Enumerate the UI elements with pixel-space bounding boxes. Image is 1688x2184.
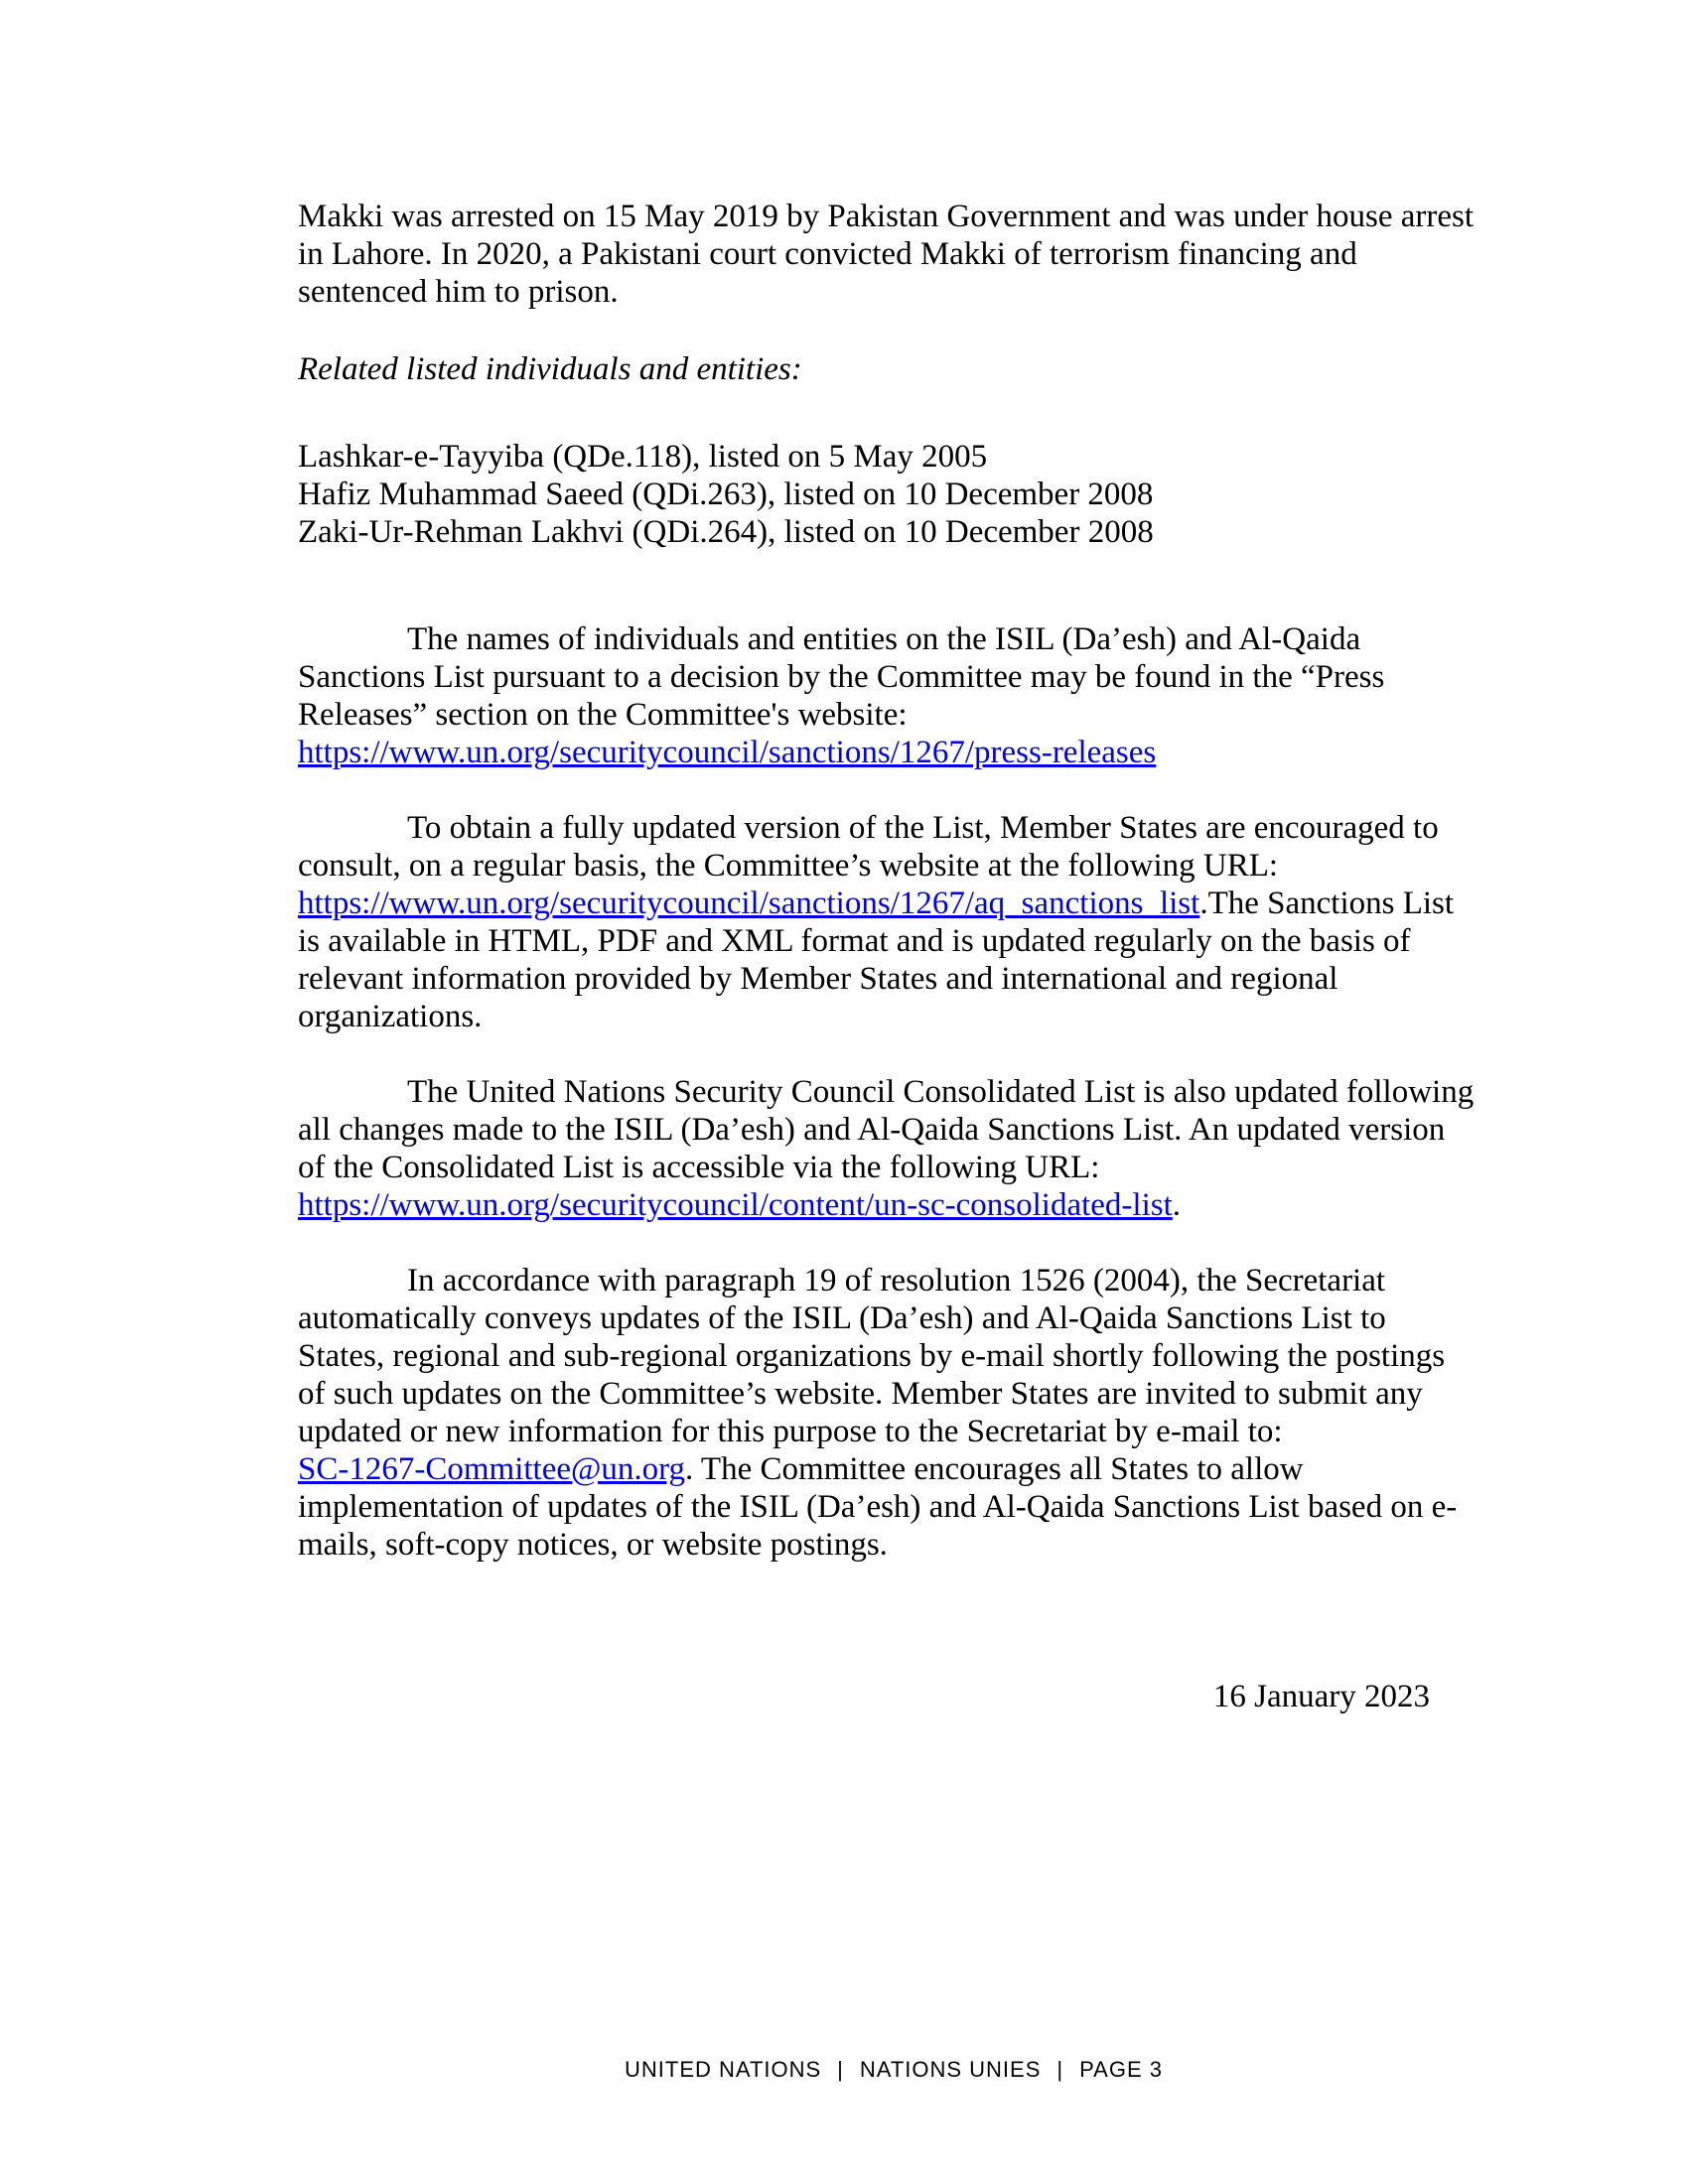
text-after-link: . The Committee encourages all States to allow [685,1451,1304,1487]
footer-separator: | [837,2057,844,2082]
footer-page-number: PAGE 3 [1079,2057,1163,2082]
text-line: mails, soft-copy notices, or website postings. [298,1527,888,1563]
text-line: all changes made to the ISIL (Da’esh) and Al-Qaida Sanctions List. An updated version [298,1112,1446,1148]
text-line: implementation of updates of the ISIL (Da’esh) and Al-Qaida Sanctions List based on e- [298,1489,1458,1525]
page-footer [298,2057,1489,2083]
related-entities-list [298,438,1489,551]
text-line: Makki was arrested on 15 May 2019 by Pakistan Government and was under house arrest [298,199,1475,234]
text-line: Sanctions List pursuant to a decision by the Committee may be found in the “Press [298,659,1385,695]
paragraph-consolidated-list [298,1073,1489,1224]
text-line: in Lahore. In 2020, a Pakistani court convicted Makki of terrorism financing and [298,236,1357,272]
text-line: The United Nations Security Council Consolidated List is also updated following [407,1074,1475,1110]
related-entities-heading: Related listed individuals and entities: [298,351,802,387]
list-item: Zaki-Ur-Rehman Lakhvi (QDi.264), listed on 10 December 2008 [298,514,1154,550]
footer-nations-unies: NATIONS UNIES [859,2057,1042,2082]
text-line: organizations. [298,999,483,1034]
list-item: Hafiz Muhammad Saeed (QDi.263), listed on 10 December 2008 [298,477,1154,512]
press-releases-link[interactable]: https://www.un.org/securitycouncil/sanctions/1267/press-releases [298,735,1157,770]
text-after-link: . [1172,1187,1182,1223]
aq-sanctions-list-link[interactable]: https://www.un.org/securitycouncil/sanctions/1267/aq_sanctions_list [298,886,1200,921]
committee-email-link[interactable]: SC-1267-Committee@un.org [298,1451,686,1487]
text-line: consult, on a regular basis, the Committee’s website at the following URL: [298,848,1279,884]
consolidated-list-link[interactable]: https://www.un.org/securitycouncil/content/un-sc-consolidated-list [298,1187,1173,1223]
footer-separator: | [1056,2057,1064,2082]
text-line: relevant information provided by Member States and international and regional [298,961,1338,997]
paragraph-sanctions-list [298,809,1489,1035]
paragraph-secretariat-updates [298,1262,1489,1564]
text-line: The names of individuals and entities on the ISIL (Da’esh) and Al-Qaida [407,621,1361,657]
footer-united-nations: UNITED NATIONS [625,2057,822,2082]
text-line: Releases” section on the Committee's website: [298,697,908,733]
paragraph-press-releases [298,620,1489,771]
paragraph-makki [298,198,1489,311]
text-line: of the Consolidated List is accessible via the following URL: [298,1150,1100,1185]
text-line: automatically conveys updates of the ISIL (Da’esh) and Al-Qaida Sanctions List to [298,1300,1386,1336]
text-line: sentenced him to prison. [298,274,619,310]
list-item: Lashkar-e-Tayyiba (QDe.118), listed on 5 May 2005 [298,439,988,475]
text-line: is available in HTML, PDF and XML format and is updated regularly on the basis of [298,923,1411,959]
document-date: 16 January 2023 [1212,1679,1430,1714]
text-line: updated or new information for this purpose to the Secretariat by e-mail to: [298,1414,1283,1449]
text-line: States, regional and sub-regional organizations by e-mail shortly following the postings [298,1338,1446,1374]
document-body [298,198,1489,1715]
text-line: To obtain a fully updated version of the List, Member States are encouraged to [407,810,1439,846]
text-line: In accordance with paragraph 19 of resolution 1526 (2004), the Secretariat [407,1263,1386,1298]
text-line: of such updates on the Committee’s website. Member States are invited to submit any [298,1376,1423,1412]
text-after-link: .The Sanctions List [1199,886,1455,921]
